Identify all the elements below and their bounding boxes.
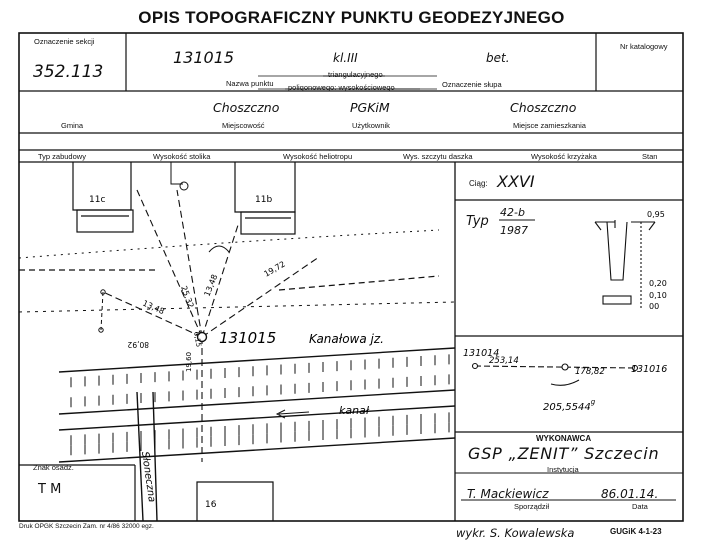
- type-value: 42-b: [500, 206, 525, 219]
- train-label: Ciąg:: [469, 179, 488, 188]
- depth-095: 0,95: [647, 210, 665, 219]
- contractor-value: GSP „ZENIT” Szczecin: [468, 444, 660, 463]
- building-11b-label: 11b: [255, 195, 273, 205]
- traverse-point-left: 131014: [463, 348, 500, 359]
- sketch-point-label: 131015: [219, 329, 277, 347]
- point-name-label: Nazwa punktu: [226, 79, 274, 88]
- mark-value: T M: [38, 482, 62, 497]
- canal-bank-2: [59, 390, 455, 414]
- type-label: Typ: [466, 214, 489, 229]
- col-table-height: Wysokość stolika: [153, 152, 211, 161]
- building-11b-annex: [241, 212, 295, 234]
- angle-unit: g: [590, 398, 596, 406]
- right-panel-drawings: [455, 200, 683, 432]
- print-note: Druk OPGK Szczecin Zam. nr 4/86 32000 egz.: [19, 523, 154, 530]
- col-heliotrope-height: Wysokość heliotropu: [283, 152, 353, 161]
- contractor-label: WYKONAWCA: [536, 434, 592, 443]
- building-11c-annex: [77, 210, 133, 232]
- catalog-label: Nr katalogowy: [620, 42, 668, 51]
- residence-label: Miejsce zamieszkania: [513, 121, 586, 130]
- col-board-top-height: Wys. szczytu daszka: [403, 152, 473, 161]
- user-value: PGKiM: [350, 100, 390, 115]
- locality-value: Choszczno: [213, 100, 280, 115]
- residence-value: Choszczno: [510, 100, 577, 115]
- point-number: 131015: [173, 48, 235, 67]
- traverse-dist-right: 178,82: [575, 367, 605, 377]
- dim-1972: 19,72: [262, 259, 287, 279]
- locality-label: Miejscowość: [222, 121, 265, 130]
- canal-label: kanał: [339, 404, 369, 417]
- canal-bank-3: [59, 406, 455, 430]
- point-type-line2: poligonowego: wysokościowego: [288, 83, 395, 92]
- col-cross-height: Wysokość krzyżaka: [531, 152, 597, 161]
- col-state: Stan: [642, 152, 658, 161]
- pillar-mark: bet.: [486, 51, 510, 65]
- location-sketch: [19, 162, 455, 521]
- canal-hatching: [71, 351, 449, 455]
- canal-bank-1: [59, 348, 455, 372]
- institution-label: Instytucja: [547, 465, 579, 474]
- traverse-point-right: 131016: [631, 364, 668, 375]
- building-16-label: 16: [205, 500, 217, 510]
- drawn-by: wykr. S. Kowalewska: [456, 526, 575, 540]
- date-label: Data: [632, 502, 648, 511]
- traverse-angle: 205,5544$^g$: [543, 398, 596, 413]
- section-label: Oznaczenie sekcji: [34, 37, 95, 46]
- traverse-dist-left: 253,14: [489, 356, 519, 366]
- dim-1348-a: 13,48: [202, 273, 220, 298]
- train-value: XXVI: [497, 172, 535, 191]
- dim-1348-b: 13,48: [141, 298, 166, 317]
- author-value: T. Mackiewicz: [467, 487, 549, 501]
- user-label: Użytkownik: [352, 121, 390, 130]
- point-type-line1: triangulacyjnego: [328, 70, 383, 79]
- form-code: GUGiK 4-1-23: [610, 527, 662, 536]
- dim-1960: 19,60: [185, 351, 193, 372]
- depth-020: 0,20: [649, 279, 667, 288]
- type-year: 1987: [500, 224, 528, 237]
- author-label: Sporządził: [514, 502, 550, 511]
- col-building-type: Typ zabudowy: [38, 152, 86, 161]
- point-class: kl.III: [333, 51, 358, 65]
- side-street-label: Słoneczna: [139, 450, 158, 503]
- building-11c-label: 11c: [89, 195, 106, 205]
- canal-bank-4: [59, 438, 455, 462]
- section-value: 352.113: [33, 62, 104, 82]
- depth-000: 00: [649, 302, 660, 311]
- mark-label: Znak osadz.: [33, 463, 74, 472]
- form-title: OPIS TOPOGRAFICZNY PUNKTU GEODEZYJNEGO: [138, 8, 565, 27]
- dim-8092: 80,92: [127, 340, 149, 349]
- street-label: Kanałowa jz.: [309, 332, 384, 346]
- date-value: 86.01.14.: [601, 487, 659, 501]
- depth-010: 0,10: [649, 291, 667, 300]
- dim-615: 6,15: [192, 330, 203, 348]
- pillar-label: Oznaczenie słupa: [442, 80, 502, 89]
- street-edge-upper: [19, 230, 439, 258]
- dim-2532: 25,32: [179, 284, 196, 310]
- municipality-label: Gmina: [61, 121, 84, 130]
- street-edge-top: [19, 270, 439, 290]
